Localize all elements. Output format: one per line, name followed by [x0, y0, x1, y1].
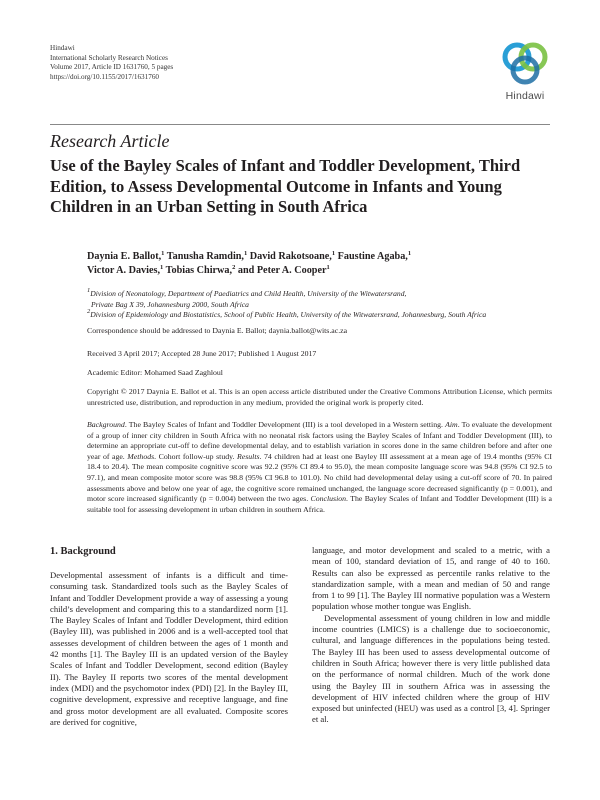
abstract-label-background: Background [87, 420, 125, 429]
abstract-label-methods: Methods [127, 451, 155, 461]
author-list [87, 250, 547, 278]
publisher-name: Hindawi [50, 44, 75, 52]
academic-editor: Academic Editor: Mohamed Saad Zaghloul [87, 368, 223, 377]
abstract-label-conclusion: Conclusion [310, 494, 347, 504]
body-paragraph: Developmental assessment of infants is a difficult and time-consuming task. Standardized tools such as the Bayley Scales of Infant and Toddler Development provide a way of assessing a young child’s development and comparing this to a standardized norm [1]. The Bayley Scales of Infant and Toddler Development, third edition (Bayley III), was published in 2006 and is a well-accepted tool that assesses development of children between the ages of 1 month and 42 months [1]. The Bayley III is an updated version of the Bayley Scales of Infant and Toddler Development, second edition (Bayley II). The Bayley II reports two scores of the mental development index (MDI) and the psychomotor index (PDI) [2]. In the Bayley III, cognitive development, expressive and receptive language, and fine and gross motor development are all evaluated. Composite scores are derived for cognitive, [50, 570, 288, 727]
affiliation: $^2$Division of Epidemiology and Biostatistics, School of Public Health, University of the Witwatersrand, Johannesburg, South Africa [87, 308, 487, 320]
hindawi-logo-icon [497, 38, 553, 88]
body-column-right [312, 545, 550, 726]
volume-info: Volume 2017, Article ID 1631760, 5 pages [50, 63, 174, 71]
author: Tanusha Ramdin,$^1$ [166, 250, 248, 262]
author: and Peter A. Cooper$^1$ [237, 264, 330, 276]
journal-name: International Scholarly Research Notices [50, 53, 168, 62]
author: Victor A. Davies,$^1$ [87, 264, 164, 276]
abstract-label-aim: Aim [445, 420, 458, 429]
article-title: Use of the Bayley Scales of Infant and Toddler Development, Third Edition, to Assess Developmental Outcome in Infants and Young Children in an Urban Setting in South Africa [50, 156, 521, 216]
header-rule [50, 124, 550, 125]
logo-wordmark: Hindawi [505, 90, 545, 102]
author: Daynia E. Ballot,$^1$ [87, 250, 165, 262]
author: Tobias Chirwa,$^2$ [165, 264, 236, 276]
body-paragraph: language, and motor development and scaled to a metric, with a mean of 100, standard deviation of 15, and range of 40 to 160. Results can also be expressed as percentile ranks relative to the standardization sample, with a mean and median of 50 and range from 1 to 99 [1]. The Bayley III normative population was a Western population whose mother tongue was English. [312, 545, 550, 612]
author: Faustine Agaba,$^1$ [337, 250, 412, 262]
publication-dates: Received 3 April 2017; Accepted 28 June 2017; Published 1 August 2017 [87, 349, 317, 358]
author: David Rakotsoane,$^1$ [249, 250, 336, 262]
affiliation: $^1$Division of Neonatology, Department of Paediatrics and Child Health, University of the Witwatersrand, [87, 287, 407, 298]
affiliations [87, 289, 557, 321]
abstract: Background. The Bayley Scales of Infant and Toddler Development (III) is a tool developed in a Western setting. Aim. To evaluate the development of a group of inner city children in South Africa with no neonatal risk factors using the Bayley Scales of Infant and Toddler Development (III), to determine an appropriate cut-off to define developmental delay, and to establish variation in scores done in the same children before and after one year of age. Methods. Cohort follow-up study. Results. 74 children had at least one Bayley III assessment at a mean age of 19.4 months (95% CI 18.4 to 20.4). The mean composite cognitive score was 92.2 (95% CI 89.4 to 95.0), the mean composite language score was 94.8 (95% CI 92.5 to 97.1), and mean composite motor score was 98.8 (95% CI 96.8 to 101.0). No child had developmental delay using a cut-off score of 70. In paired assessments above and below one year of age, the cognitive score remained unchanged, the language score decreased significantly (p = 0.001), and motor score increased significantly (p = 0.004) between the two ages. Conclusion. The Bayley Scales of Infant and Toddler Development (III) is a suitable tool for assessing development in urban children in southern Africa. [87, 420, 553, 514]
affiliation-address: Private Bag X 39, Johannesburg 2000, South Africa [91, 299, 249, 309]
correspondence: Correspondence should be addressed to Daynia E. Ballot; daynia.ballot@wits.ac.za [87, 326, 348, 335]
hindawi-logo [497, 38, 553, 104]
copyright-notice: Copyright © 2017 Daynia E. Ballot et al. This is an open access article distributed under the Creative Commons Attribution License, which permits unrestricted use, distribution, and reproduction in any medium, provided the original work is properly cited. [87, 387, 552, 407]
doi-link[interactable]: https://doi.org/10.1155/2017/1631760 [50, 72, 160, 81]
abstract-label-results: Results [237, 451, 260, 461]
body-column-left [50, 545, 288, 728]
body-paragraph: Developmental assessment of young children in low and middle income countries (LMICS) is a challenge due to socioeconomic, cultural, and language differences in the populations being tested. The Bayley III has been used to assess developmental outcome of children in South Africa; however there is very little published data on the performance of normal children. Much of the work done using the Bayley III in southern Africa was in assessing the development of HIV infected children where the group of HIV exposed but uninfected (HEU) was used as a control [3, 4]. Springer et al. [312, 612, 550, 725]
section-heading: 1. Background [50, 546, 116, 557]
journal-meta [50, 44, 173, 82]
article-type: Research Article [50, 131, 170, 151]
